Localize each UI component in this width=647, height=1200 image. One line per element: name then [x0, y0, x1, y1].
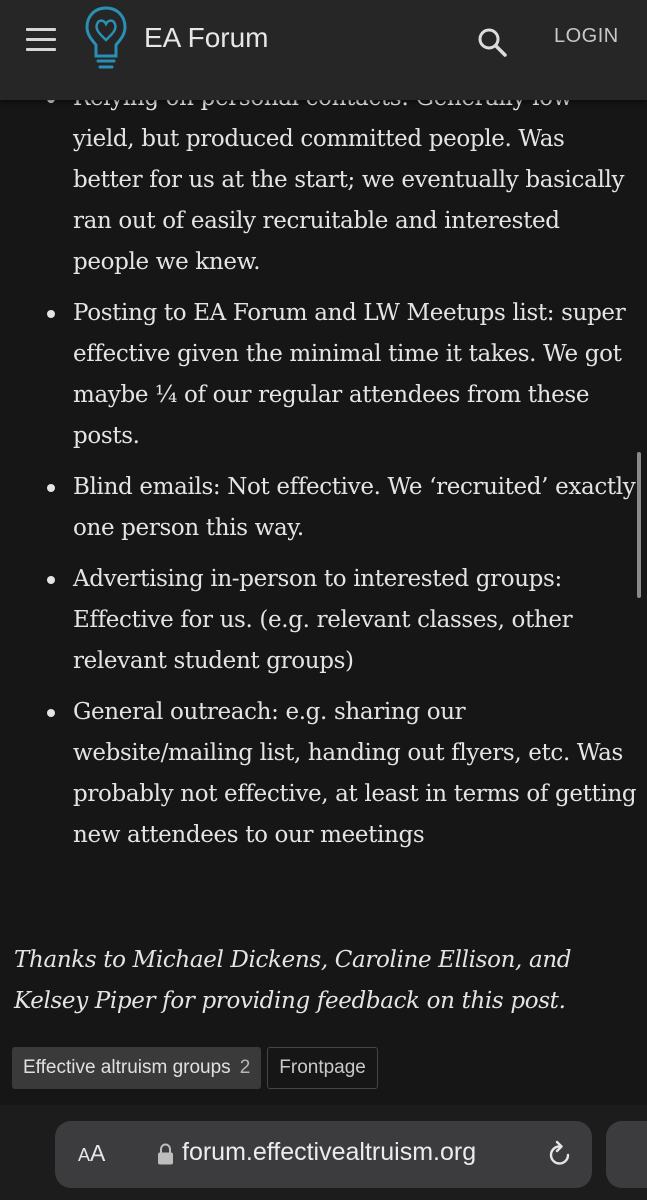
hamburger-menu-icon[interactable] [26, 28, 56, 52]
tag-list [12, 1047, 378, 1089]
list-item [0, 559, 647, 682]
bullet-dot [47, 709, 55, 717]
lock-icon [157, 1143, 174, 1165]
header [0, 0, 647, 100]
bullet-text: Advertising in-person to interested groups: Effective for us. (e.g. relevant classes, other relevant student groups) [73, 566, 573, 674]
reload-icon[interactable] [547, 1140, 573, 1168]
site-title[interactable]: EA Forum [144, 22, 269, 53]
tag-frontpage[interactable] [267, 1047, 378, 1089]
acknowledgements: Thanks to Michael Dickens, Caroline Ellison, and Kelsey Piper for providing feedback on this post. [14, 947, 572, 1014]
search-icon[interactable] [476, 26, 508, 58]
scrollbar[interactable] [637, 452, 641, 598]
tab-switcher-edge[interactable] [606, 1121, 647, 1188]
list-item [0, 78, 647, 283]
list-item [0, 692, 647, 856]
bullet-dot [47, 576, 55, 584]
tag-label: Frontpage [279, 1057, 366, 1078]
text-size-button[interactable] [78, 1140, 105, 1167]
list-item [0, 293, 647, 457]
text-size-small: A [78, 1145, 91, 1165]
tag-count: 2 [239, 1057, 251, 1078]
login-button[interactable]: LOGIN [554, 25, 619, 47]
bullet-dot [47, 310, 55, 318]
tag-effective-altruism-groups[interactable] [12, 1047, 261, 1089]
text-size-big: A [90, 1140, 106, 1166]
bullet-text: yield, but produced committed people. Was better for us at the start; we eventually basically ran out of easily recruitable and interested people we knew. [73, 126, 625, 275]
bullet-text: Blind emails: Not effective. We ‘recruited’ exactly one person this way. [73, 474, 636, 541]
url-text[interactable]: forum.effectivealtruism.org [182, 1138, 477, 1166]
bullet-text: Posting to EA Forum and LW Meetups list: super effective given the minimal time it takes. We got maybe ¼ of our regular attendees from these posts. [73, 300, 626, 449]
tag-label: Effective altruism groups [23, 1057, 231, 1078]
list-item [0, 467, 647, 549]
bullet-list [0, 78, 647, 866]
bullet-text: General outreach: e.g. sharing our website/mailing list, handing out flyers, etc. Was probably not effective, at least in terms of getting new attendees to our meetings [73, 699, 637, 848]
lightbulb-logo-icon[interactable] [82, 2, 130, 72]
bullet-dot [47, 484, 55, 492]
